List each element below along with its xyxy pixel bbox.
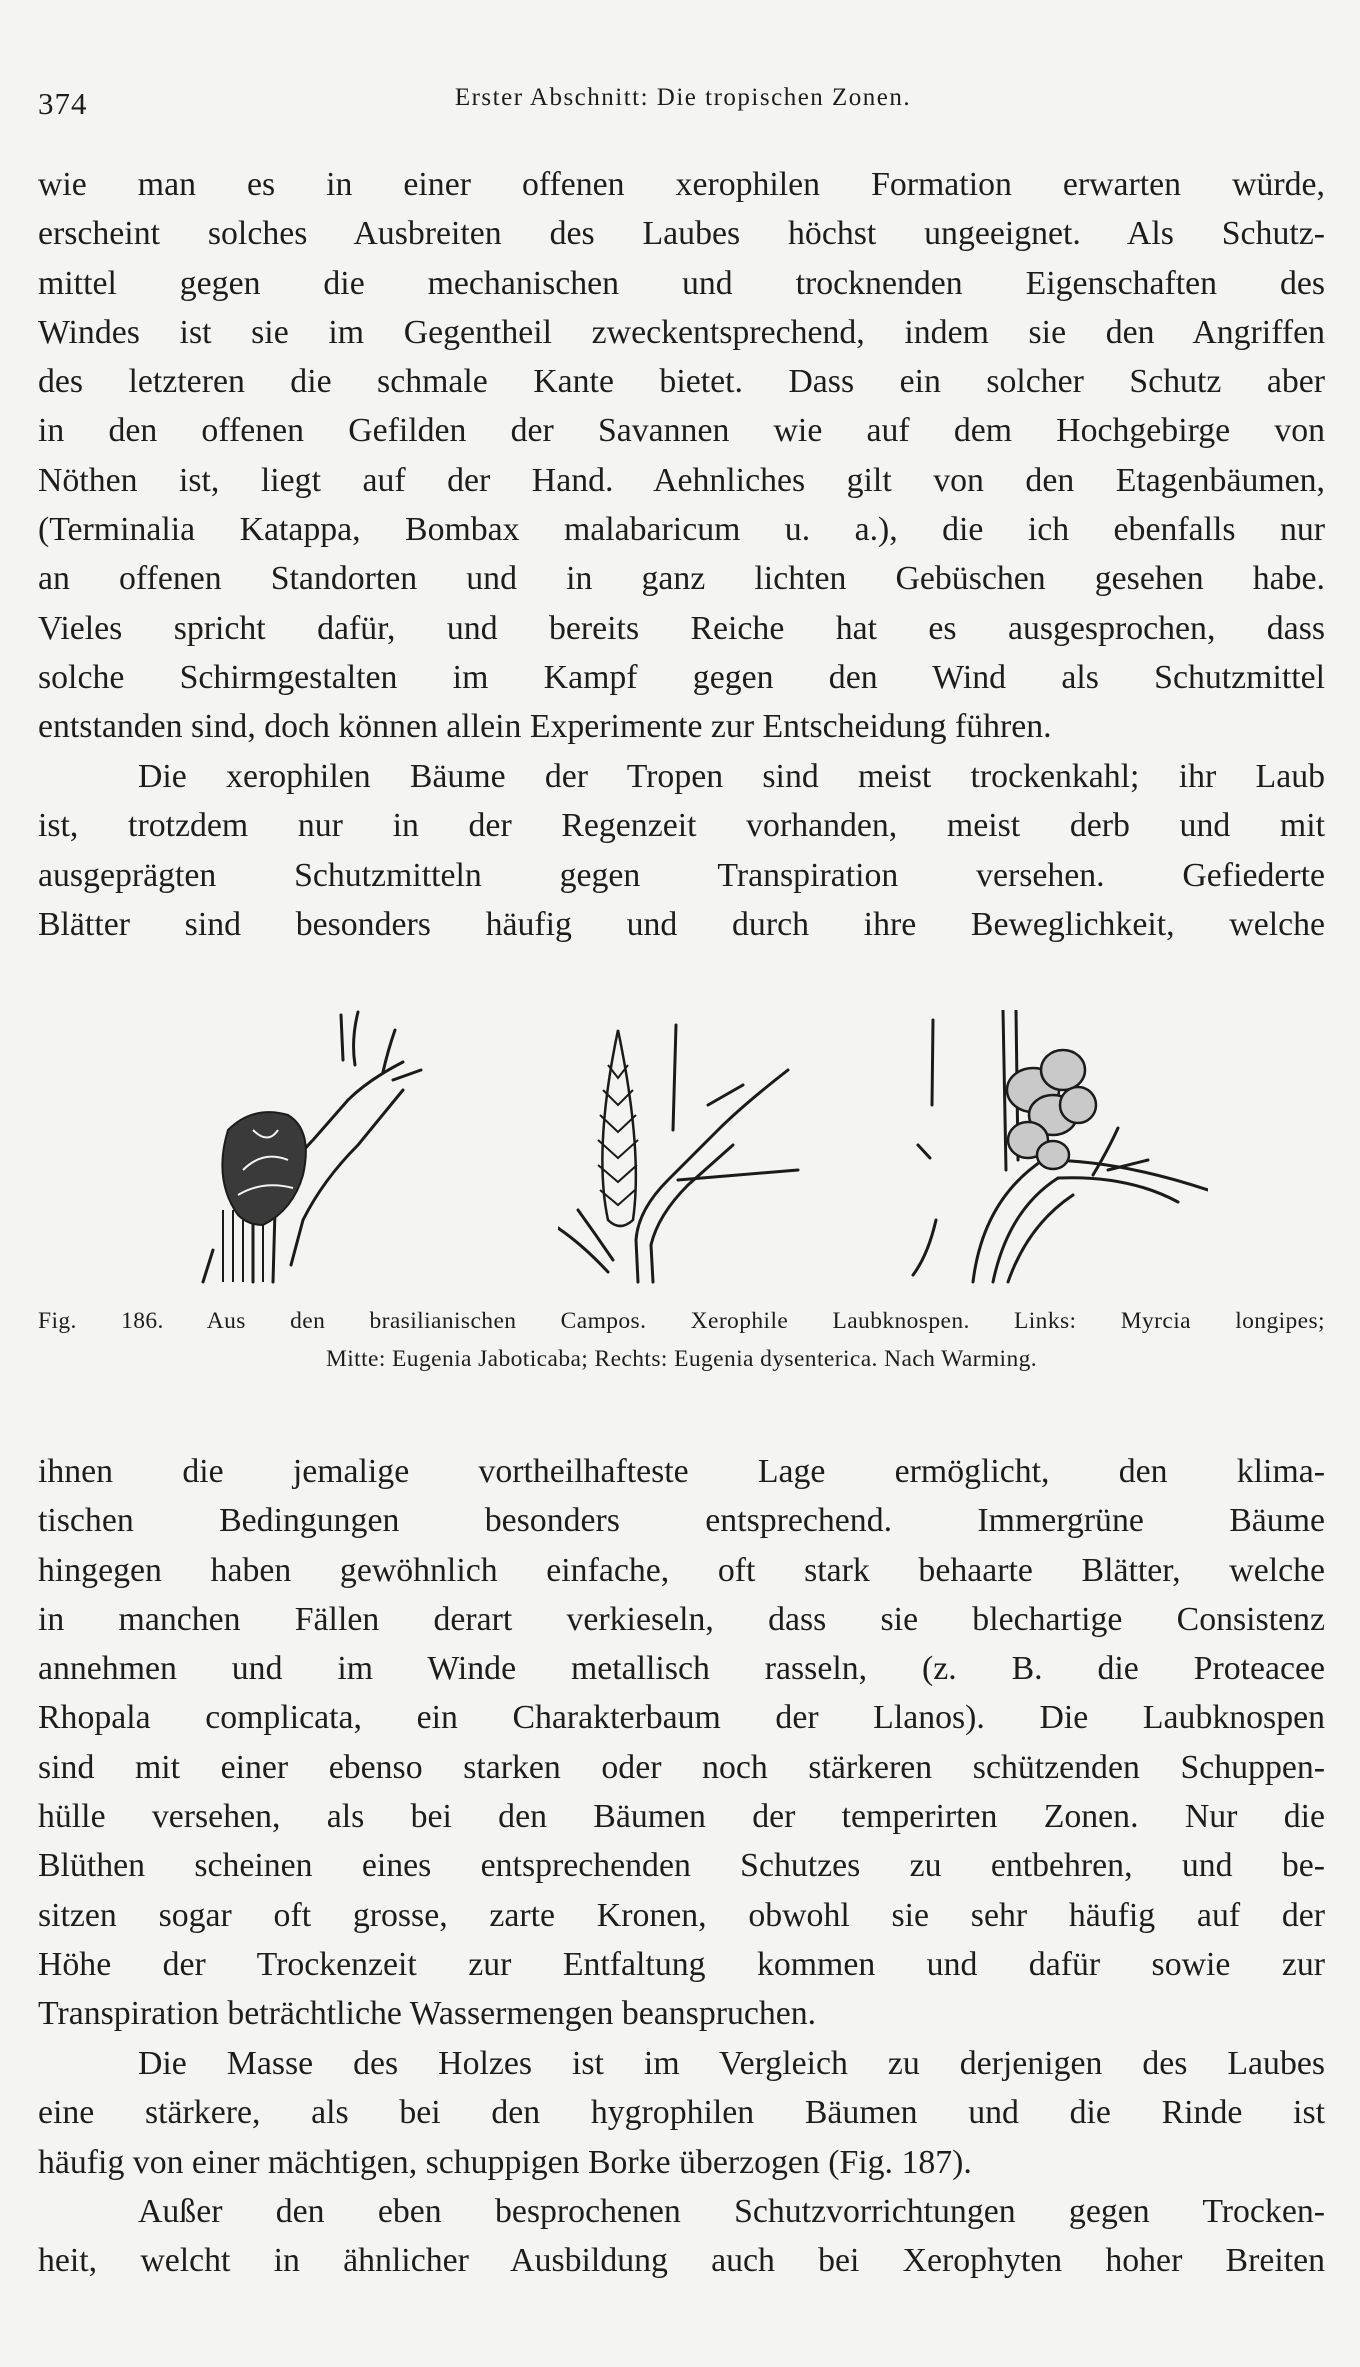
text-line: erscheint solches Ausbreiten des Laubes höchst ungeeignet. Als Schutz- (38, 215, 1325, 253)
dysenterica-bud-drawing (858, 1010, 1208, 1285)
paragraph-4 (38, 2039, 1325, 2187)
paragraph-2 (38, 752, 1325, 949)
text-line: Die Masse des Holzes ist im Vergleich zu derjenigen des Laubes (138, 2045, 1325, 2082)
text-line: ist, trotzdem nur in der Regenzeit vorhanden, meist derb und mit (38, 807, 1325, 845)
text-line: Die xerophilen Bäume der Tropen sind meist trockenkahl; ihr Laub (138, 758, 1325, 795)
text-line: Nöthen ist, liegt auf der Hand. Aehnliches gilt von den Etagenbäumen, (38, 461, 1325, 499)
text-line: Blüthen scheinen eines entsprechenden Schutzes zu entbehren, und be- (38, 1847, 1325, 1885)
text-line: (Terminalia Katappa, Bombax malabaricum u. a.), die ich ebenfalls nur (38, 511, 1325, 549)
text-line: in manchen Fällen derart verkieseln, dass sie blechartige Consistenz (38, 1600, 1325, 1638)
text-line: sind mit einer ebenso starken oder noch stärkeren schützenden Schuppen- (38, 1748, 1325, 1786)
caption-line: Mitte: Eugenia Jaboticaba; Rechts: Eugenia dysenterica. Nach Warming. (325, 1346, 1038, 1372)
text-line: hülle versehen, als bei den Bäumen der temperirten Zonen. Nur die (38, 1798, 1325, 1836)
caption-line: Fig. 186. Aus den brasilianischen Campos. Xerophile Laubknospen. Links: Myrcia longipes; (38, 1308, 1325, 1334)
text-line: Außer den eben besprochenen Schutzvorrichtungen gegen Trocken- (138, 2193, 1325, 2230)
text-line: häufig von einer mächtigen, schuppigen Borke überzogen (Fig. 187). (38, 2143, 972, 2181)
running-head: Erster Abschnitt: Die tropischen Zonen. (454, 84, 912, 111)
text-line: eine stärkere, als bei den hygrophilen Bäumen und die Rinde ist (38, 2094, 1325, 2132)
text-line: Windes ist sie im Gegentheil zweckentsprechend, indem sie den Angriffen (38, 313, 1325, 351)
text-line: des letzteren die schmale Kante bietet. Dass ein solcher Schutz aber (38, 363, 1325, 401)
text-line: annehmen und im Winde metallisch rasseln, (z. B. die Proteacee (38, 1650, 1325, 1688)
myrcia-bud-drawing (183, 1010, 423, 1285)
text-line: hingegen haben gewöhnlich einfache, oft stark behaarte Blätter, welche (38, 1551, 1325, 1589)
text-line: an offenen Standorten und in ganz lichten Gebüschen gesehen habe. (38, 560, 1325, 598)
page-header (38, 78, 1328, 128)
text-line: Höhe der Trockenzeit zur Entfaltung kommen und dafür sowie zur (38, 1945, 1325, 1983)
text-line: heit, welcht in ähnlicher Ausbildung auch bei Xerophyten hoher Breiten (38, 2242, 1325, 2280)
figure-caption (38, 1302, 1325, 1378)
text-line: entstanden sind, doch können allein Experimente zur Entscheidung führen. (38, 708, 1052, 746)
text-line: wie man es in einer offenen xerophilen Formation erwarten würde, (38, 166, 1325, 203)
paragraph-3 (38, 1447, 1325, 2039)
text-line: Transpiration beträchtliche Wassermengen beanspruchen. (38, 1995, 817, 2033)
jaboticaba-bud-drawing (558, 1010, 818, 1285)
text-line: ihnen die jemalige vortheilhafteste Lage ermöglicht, den klima- (38, 1453, 1325, 1490)
text-line: tischen Bedingungen besonders entsprechend. Immergrüne Bäume (38, 1502, 1325, 1540)
paragraph-1 (38, 160, 1325, 752)
text-line: Rhopala complicata, ein Charakterbaum der Llanos). Die Laubknospen (38, 1699, 1325, 1737)
text-line: Vieles spricht dafür, und bereits Reiche hat es ausgesprochen, dass (38, 609, 1325, 647)
figure-186 (38, 1010, 1325, 1290)
text-line: sitzen sogar oft grosse, zarte Kronen, obwohl sie sehr häufig auf der (38, 1896, 1325, 1934)
paragraph-5 (38, 2187, 1325, 2286)
text-line: ausgeprägten Schutzmitteln gegen Transpiration versehen. Gefiederte (38, 856, 1325, 894)
text-line: in den offenen Gefilden der Savannen wie auf dem Hochgebirge von (38, 412, 1325, 450)
text-line: solche Schirmgestalten im Kampf gegen den Wind als Schutzmittel (38, 658, 1325, 696)
page-number: 374 (38, 86, 88, 121)
text-line: mittel gegen die mechanischen und trocknenden Eigenschaften des (38, 264, 1325, 302)
text-line: Blätter sind besonders häufig und durch ihre Beweglichkeit, welche (38, 905, 1325, 943)
